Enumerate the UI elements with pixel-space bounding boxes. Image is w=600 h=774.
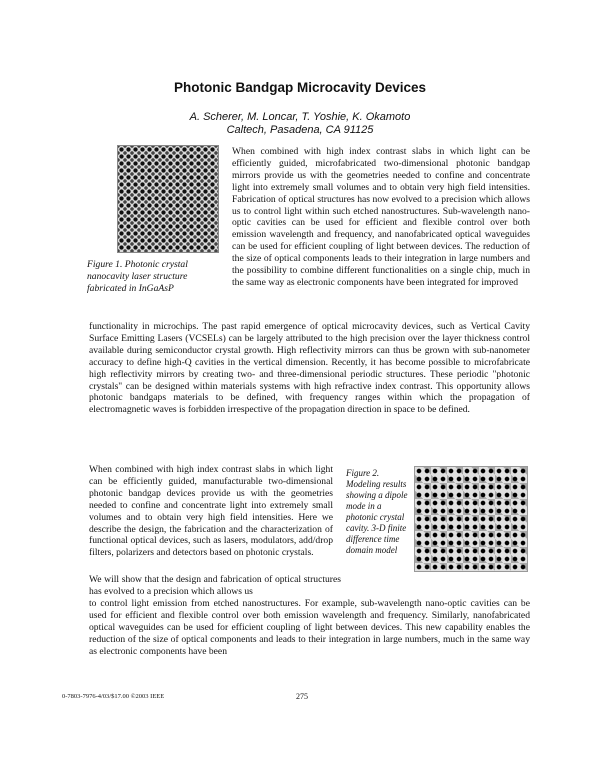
figure-1-image [117,145,219,253]
paragraph-2: When combined with high index contrast slabs in which light can be efficiently guided, manufacturable two-dimensional photonic bandgap devices provide us with the geometries needed to confine and concentrate light into extremely small volumes and to obtain very high field intensities. Here we describe the design, the fabrication and the characterization of functional optical devices, such as lasers, modulators, add/drop filters, polarizers and detectors based on photonic crystals. [89,464,333,559]
copyright-line: 0-7803-7976-4/03/$17.00 ©2003 IEEE [62,693,165,700]
paragraph-1-continued: functionality in microchips. The past rapid emergence of optical microcavity devices, such as Vertical Cavity Surface Emitting Lasers (VCSELs) can be largely attributed to the high precision over the layer thickness control available during semiconductor crystal growth. High reflectivity mirrors can thus be grown with sub-nanometer accuracy to define high-Q cavities in the vertical dimension. Recently, it has become possible to microfabricate high reflectivity mirrors by creating two- and three-dimensional periodic structures. These periodic "photonic crystals" can be designed within materials systems with high refractive index contrast. This opportunity allows photonic bandgaps materials to be defined, with frequency ranges within which the propagation of electromagnetic waves is forbidden irrespective of the propagation direction in space to be defined. [89,321,530,416]
paper-title: Photonic Bandgap Microcavity Devices [173,80,427,95]
figure-2-image [414,466,528,572]
figure-1-caption: Figure 1. Photonic crystal nanocavity laser structure fabricated in InGaAsP [87,259,188,294]
figure-2-caption: Figure 2. Modeling results showing a dipole mode in a photonic crystal cavity. 3-D finite difference time domain model [346,468,408,555]
page-number: 275 [296,692,308,701]
affiliation: Caltech, Pasadena, CA 91125 [226,124,374,136]
paragraph-1-right: When combined with high index contrast slabs in which light can be efficiently guided, microfabricated two-dimensional photonic bandgap mirrors provide us with the geometries needed to confine and concentrate light into extremely small volumes and to obtain very high field intensities. Fabrication of optical structures has now evolved to a precision which allows us to control light within such etched nanostructures. Sub-wavelength nano-optic cavities can be used for efficient and flexible control over both emission wavelength and frequency, and nanofabricated optical waveguides can be used for efficient coupling of light between devices. The reduction of the size of optical components leads to their integration in large numbers and the possibility to combine different functionalities on a single chip, much in the same way as electronic components have been integrated for improved [232,146,530,288]
paragraph-3-continued: to control light emission from etched nanostructures. For example, sub-wavelength nano-optic cavities can be used for efficient and flexible control over both emission wavelength and frequency. Similarly, nanofabricated optical waveguides can be used for efficient coupling of light between devices. This new capability enables the reduction of the size of optical components and leads to their integration in large numbers, much in the same way as electronic components have been [89,598,530,657]
paragraph-3-start: We will show that the design and fabrication of optical structures has evolved to a precision which allows us [89,574,341,597]
author-list: A. Scherer, M. Loncar, T. Yoshie, K. Okamoto [189,111,411,123]
